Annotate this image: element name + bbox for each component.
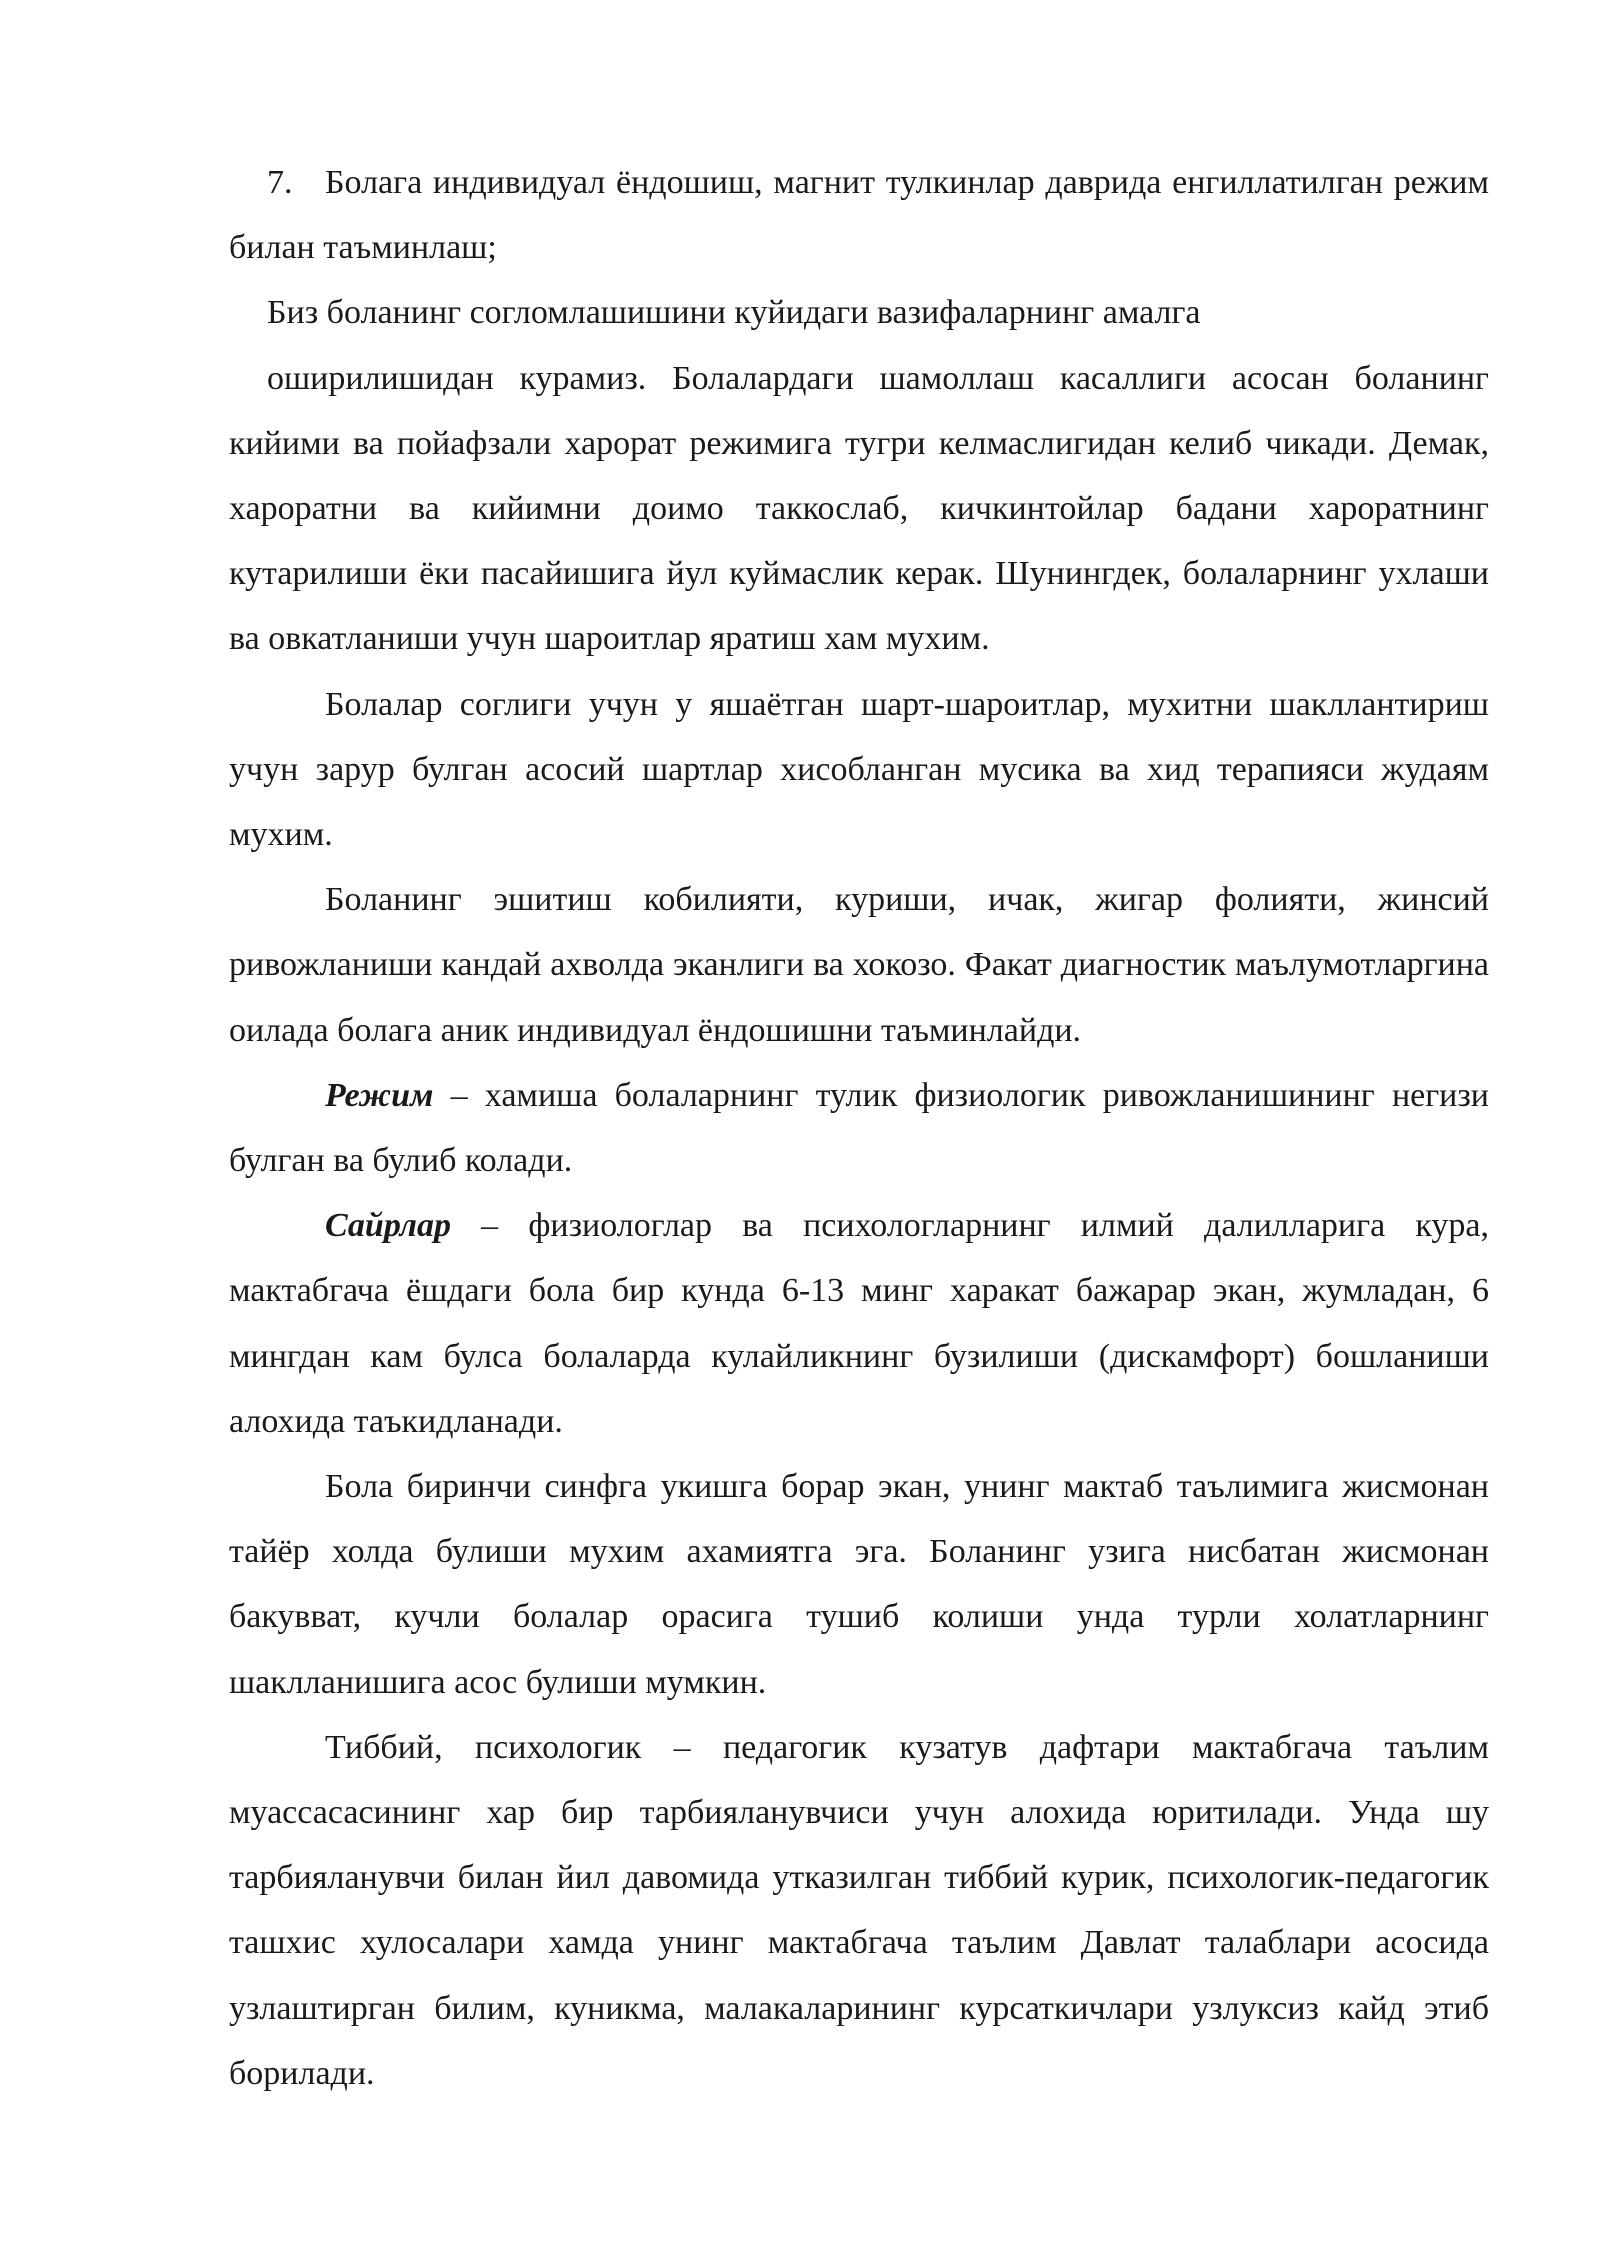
paragraph-regime (229, 1063, 1489, 1193)
paragraph-diagnostics: Боланинг эшитиш кобилияти, куриши, ичак, жигар фолияти, жинсий ривожланиши кандай ахволда эканлиги ва хокозо. Факат диагностик маълумотларгина оилада болага аник индивидуал ёндошишни таъминлайди. (229, 881, 1489, 1049)
paragraph-school-readiness: Бола биринчи синфга укишга борар экан, унинг мактаб таълимига жисмонан тайёр холда булиши мухим ахамиятга эга. Боланинг узига нисбатан жисмонан бакувват, кучли болалар орасига тушиб колиши унда турли холатларнинг шаклланишига асос булиши мумкин. (229, 1468, 1489, 1701)
paragraph-walks (229, 1193, 1489, 1454)
document-body (229, 150, 1489, 2106)
paragraph-intro-rest: оширилишидан курамиз. Болалардаги шамоллаш касаллиги асосан боланинг кийими ва пойафзали харорат режимига тугри келмаслигидан келиб чикади. Демак, хароратни ва кийимни доимо таккослаб, кичкинтойлар бадани хароратнинг кутарилиши ёки пасайишига йул куймаслик керак. Шунингдек, болаларнинг ухлаши ва овкатланиши учун шароитлар яратиш хам мухим. (229, 359, 1489, 658)
list-item-text: Болага индивидуал ёндошиш, магнит тулкинлар даврида енгиллатилган режим билан таъминлаш; (229, 164, 1489, 267)
term-walks: Сайрлар (325, 1207, 451, 1245)
list-item-7 (229, 150, 1489, 280)
paragraph-regime-text: – хамиша болаларнинг тулик физиологик ривожланишининг негизи булган ва булиб колади. (229, 1076, 1489, 1180)
paragraph-observation-journal: Тиббий, психологик – педагогик кузатув дафтари мактабгача таълим муассасасининг хар бир тарбияланувчиси учун алохида юритилади. Унда шу тарбияланувчи билан йил давомида утказилган тиббий курик, психологик-педагогик ташхис хулосалари хамда унинг мактабгача таълим Давлат талаблари асосида узлаштирган билим, куникма, малакаларининг курсаткичлари узлуксиз кайд этиб борилади. (229, 1728, 1489, 2092)
paragraph-walks-text: – физиологлар ва психологларнинг илмий далилларига кура, мактабгача ёшдаги бола бир кунда 6-13 минг харакат бажарар экан, жумладан, 6 мингдан кам булса болаларда кулайликнинг бузилиши (дискамфорт) бошланиши алохида таъкидланади. (229, 1207, 1489, 1440)
paragraph-intro-line: Биз боланинг согломлашишини куйидаги вазифаларнинг амалга (267, 294, 1201, 332)
term-regime: Режим (325, 1076, 434, 1114)
list-item-number: 7. (267, 164, 293, 201)
paragraph-health-conditions: Болалар соглиги учун у яшаётган шарт-шароитлар, мухитни шакллантириш учун зарур булган асосий шартлар хисобланган мусика ва хид терапияси жудаям мухим. (229, 685, 1489, 854)
